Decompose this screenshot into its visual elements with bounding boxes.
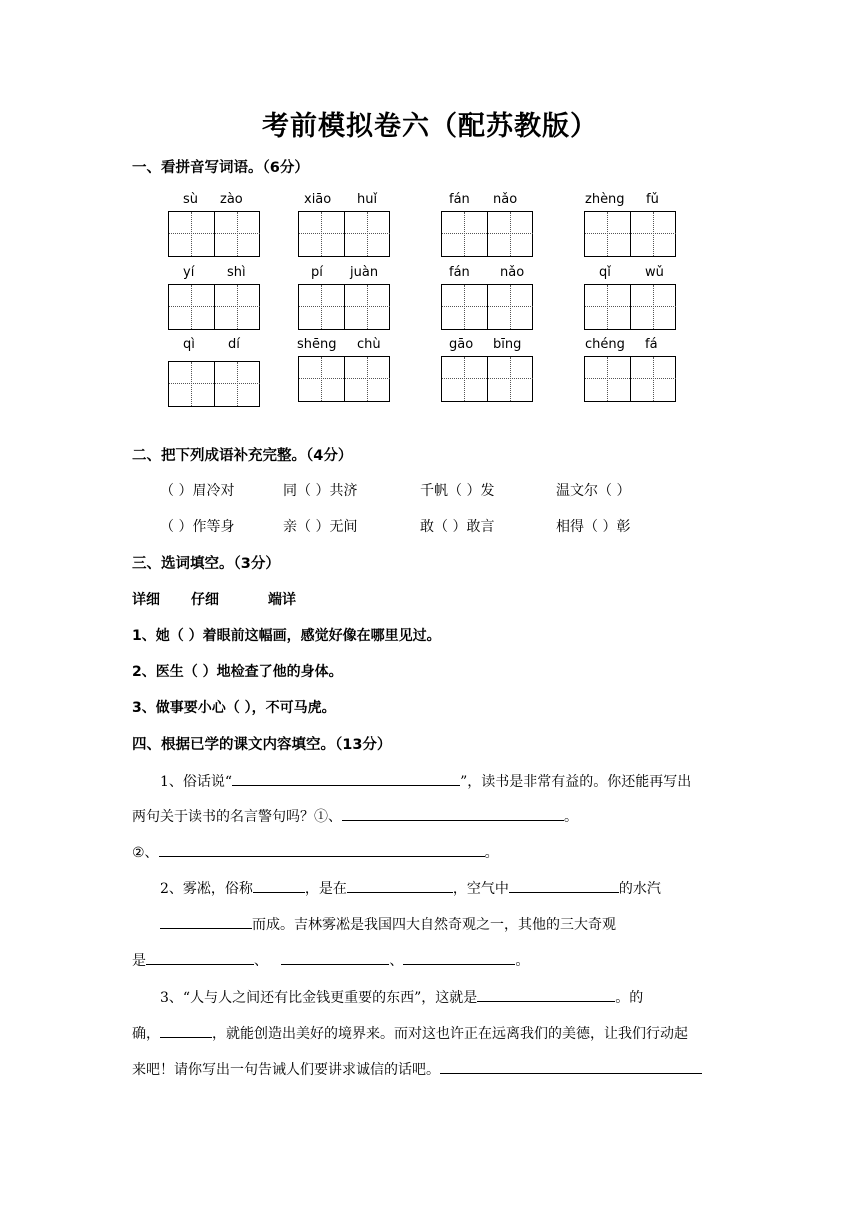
writing-grid[interactable] xyxy=(168,361,260,407)
grid-cell[interactable] xyxy=(215,212,260,256)
grid-cell[interactable] xyxy=(585,285,631,329)
fill-question-3: 3、做事要小心（ ），不可马虎。 xyxy=(132,700,336,716)
grid-cell[interactable] xyxy=(299,357,345,401)
pinyin: wǔ xyxy=(645,265,664,280)
grid-cell[interactable] xyxy=(215,285,260,329)
word-option: 端详 xyxy=(268,592,296,608)
writing-grid[interactable] xyxy=(441,211,533,257)
q4-1-line-3: ②、 。 xyxy=(132,842,499,862)
idiom-item: （ ）作等身 xyxy=(160,519,235,535)
section-2-heading: 二、把下列成语补充完整。（4分） xyxy=(132,448,353,464)
grid-cell[interactable] xyxy=(488,212,533,256)
q4-2-line-3: 是 、 、 。 xyxy=(132,950,529,970)
section-4-heading: 四、根据已学的课文内容填空。（13分） xyxy=(132,737,392,753)
q4-3-line-2: 确， ，就能创造出美好的境界来。而对这也许正在远离我们的美德，让我们行动起 xyxy=(132,1023,688,1043)
grid-cell[interactable] xyxy=(442,285,488,329)
answer-blank[interactable] xyxy=(160,914,252,929)
answer-blank[interactable] xyxy=(440,1059,702,1074)
idiom-item: 千帆（ ）发 xyxy=(420,483,495,499)
grid-cell[interactable] xyxy=(631,212,676,256)
idiom-item: 相得（ ）彰 xyxy=(556,519,631,535)
idiom-item: 温文尔（ ） xyxy=(556,483,631,499)
q4-2-line-1: 2、雾凇，俗称 ，是在 ，空气中 的水汽 xyxy=(160,878,661,898)
section-3-heading: 三、选词填空。（3分） xyxy=(132,556,280,572)
grid-cell[interactable] xyxy=(345,212,390,256)
pinyin: chéng xyxy=(585,337,625,352)
fill-question-1: 1、她（ ）着眼前这幅画，感觉好像在哪里见过。 xyxy=(132,628,441,644)
pinyin: nǎo xyxy=(493,192,518,207)
pinyin: chù xyxy=(357,337,381,352)
q4-2-line-2: 而成。吉林雾凇是我国四大自然奇观之一，其他的三大奇观 xyxy=(160,914,616,934)
writing-grid[interactable] xyxy=(298,211,390,257)
pinyin: bīng xyxy=(493,337,522,352)
fill-question-2: 2、医生（ ）地检查了他的身体。 xyxy=(132,664,343,680)
section-1-heading: 一、看拼音写词语。（6分） xyxy=(132,160,309,176)
pinyin: zhèng xyxy=(585,192,625,207)
writing-grid[interactable] xyxy=(298,284,390,330)
q4-3-line-3: 来吧！请你写出一句告诫人们要讲求诚信的话吧。 xyxy=(132,1059,702,1079)
pinyin: shēng xyxy=(297,337,337,352)
q4-1-line-1: 1、俗话说“ ”，读书是非常有益的。你还能再写出 xyxy=(160,771,691,791)
word-option: 仔细 xyxy=(191,592,219,608)
idiom-item: 亲（ ）无间 xyxy=(283,519,358,535)
q4-3-line-1: 3、“人与人之间还有比金钱更重要的东西”，这就是 。的 xyxy=(160,987,643,1007)
grid-cell[interactable] xyxy=(345,285,390,329)
pinyin: pí xyxy=(311,265,323,280)
idiom-item: 敢（ ）敢言 xyxy=(420,519,495,535)
pinyin: huǐ xyxy=(357,192,378,207)
pinyin: dí xyxy=(228,337,240,352)
pinyin: xiāo xyxy=(304,192,332,207)
pinyin: shì xyxy=(227,265,246,280)
grid-cell[interactable] xyxy=(345,357,390,401)
writing-grid[interactable] xyxy=(298,356,390,402)
grid-cell[interactable] xyxy=(299,212,345,256)
pinyin: sù xyxy=(183,192,199,207)
pinyin: zào xyxy=(220,192,243,207)
grid-cell[interactable] xyxy=(169,362,215,406)
grid-cell[interactable] xyxy=(631,285,676,329)
pinyin: qì xyxy=(183,337,195,352)
pinyin: gāo xyxy=(449,337,474,352)
writing-grid[interactable] xyxy=(584,356,676,402)
writing-grid[interactable] xyxy=(168,284,260,330)
grid-cell[interactable] xyxy=(488,357,533,401)
writing-grid[interactable] xyxy=(441,356,533,402)
pinyin: nǎo xyxy=(500,265,525,280)
grid-cell[interactable] xyxy=(169,285,215,329)
pinyin: juàn xyxy=(350,265,379,280)
pinyin: fá xyxy=(645,337,658,352)
writing-grid[interactable] xyxy=(168,211,260,257)
pinyin: yí xyxy=(183,265,195,280)
idiom-item: （ ）眉冷对 xyxy=(160,483,235,499)
pinyin: fán xyxy=(449,265,470,280)
writing-grid[interactable] xyxy=(441,284,533,330)
answer-blank[interactable] xyxy=(253,878,305,893)
answer-blank[interactable] xyxy=(403,950,515,965)
pinyin: qǐ xyxy=(599,265,611,280)
grid-cell[interactable] xyxy=(585,212,631,256)
answer-blank[interactable] xyxy=(146,950,254,965)
grid-cell[interactable] xyxy=(169,212,215,256)
grid-cell[interactable] xyxy=(299,285,345,329)
idiom-item: 同（ ）共济 xyxy=(283,483,358,499)
answer-blank[interactable] xyxy=(159,842,485,857)
q4-1-line-2: 两句关于读书的名言警句吗？①、 。 xyxy=(132,806,578,826)
grid-cell[interactable] xyxy=(488,285,533,329)
grid-cell[interactable] xyxy=(442,212,488,256)
word-option: 详细 xyxy=(132,592,160,608)
answer-blank[interactable] xyxy=(160,1023,212,1038)
writing-grid[interactable] xyxy=(584,284,676,330)
page-title: 考前模拟卷六（配苏教版） xyxy=(262,111,598,142)
grid-cell[interactable] xyxy=(631,357,676,401)
answer-blank[interactable] xyxy=(342,806,564,821)
pinyin: fǔ xyxy=(646,192,659,207)
answer-blank[interactable] xyxy=(509,878,619,893)
answer-blank[interactable] xyxy=(232,771,460,786)
grid-cell[interactable] xyxy=(215,362,260,406)
writing-grid[interactable] xyxy=(584,211,676,257)
grid-cell[interactable] xyxy=(442,357,488,401)
pinyin: fán xyxy=(449,192,470,207)
answer-blank[interactable] xyxy=(347,878,453,893)
answer-blank[interactable] xyxy=(281,950,389,965)
grid-cell[interactable] xyxy=(585,357,631,401)
answer-blank[interactable] xyxy=(477,987,615,1002)
